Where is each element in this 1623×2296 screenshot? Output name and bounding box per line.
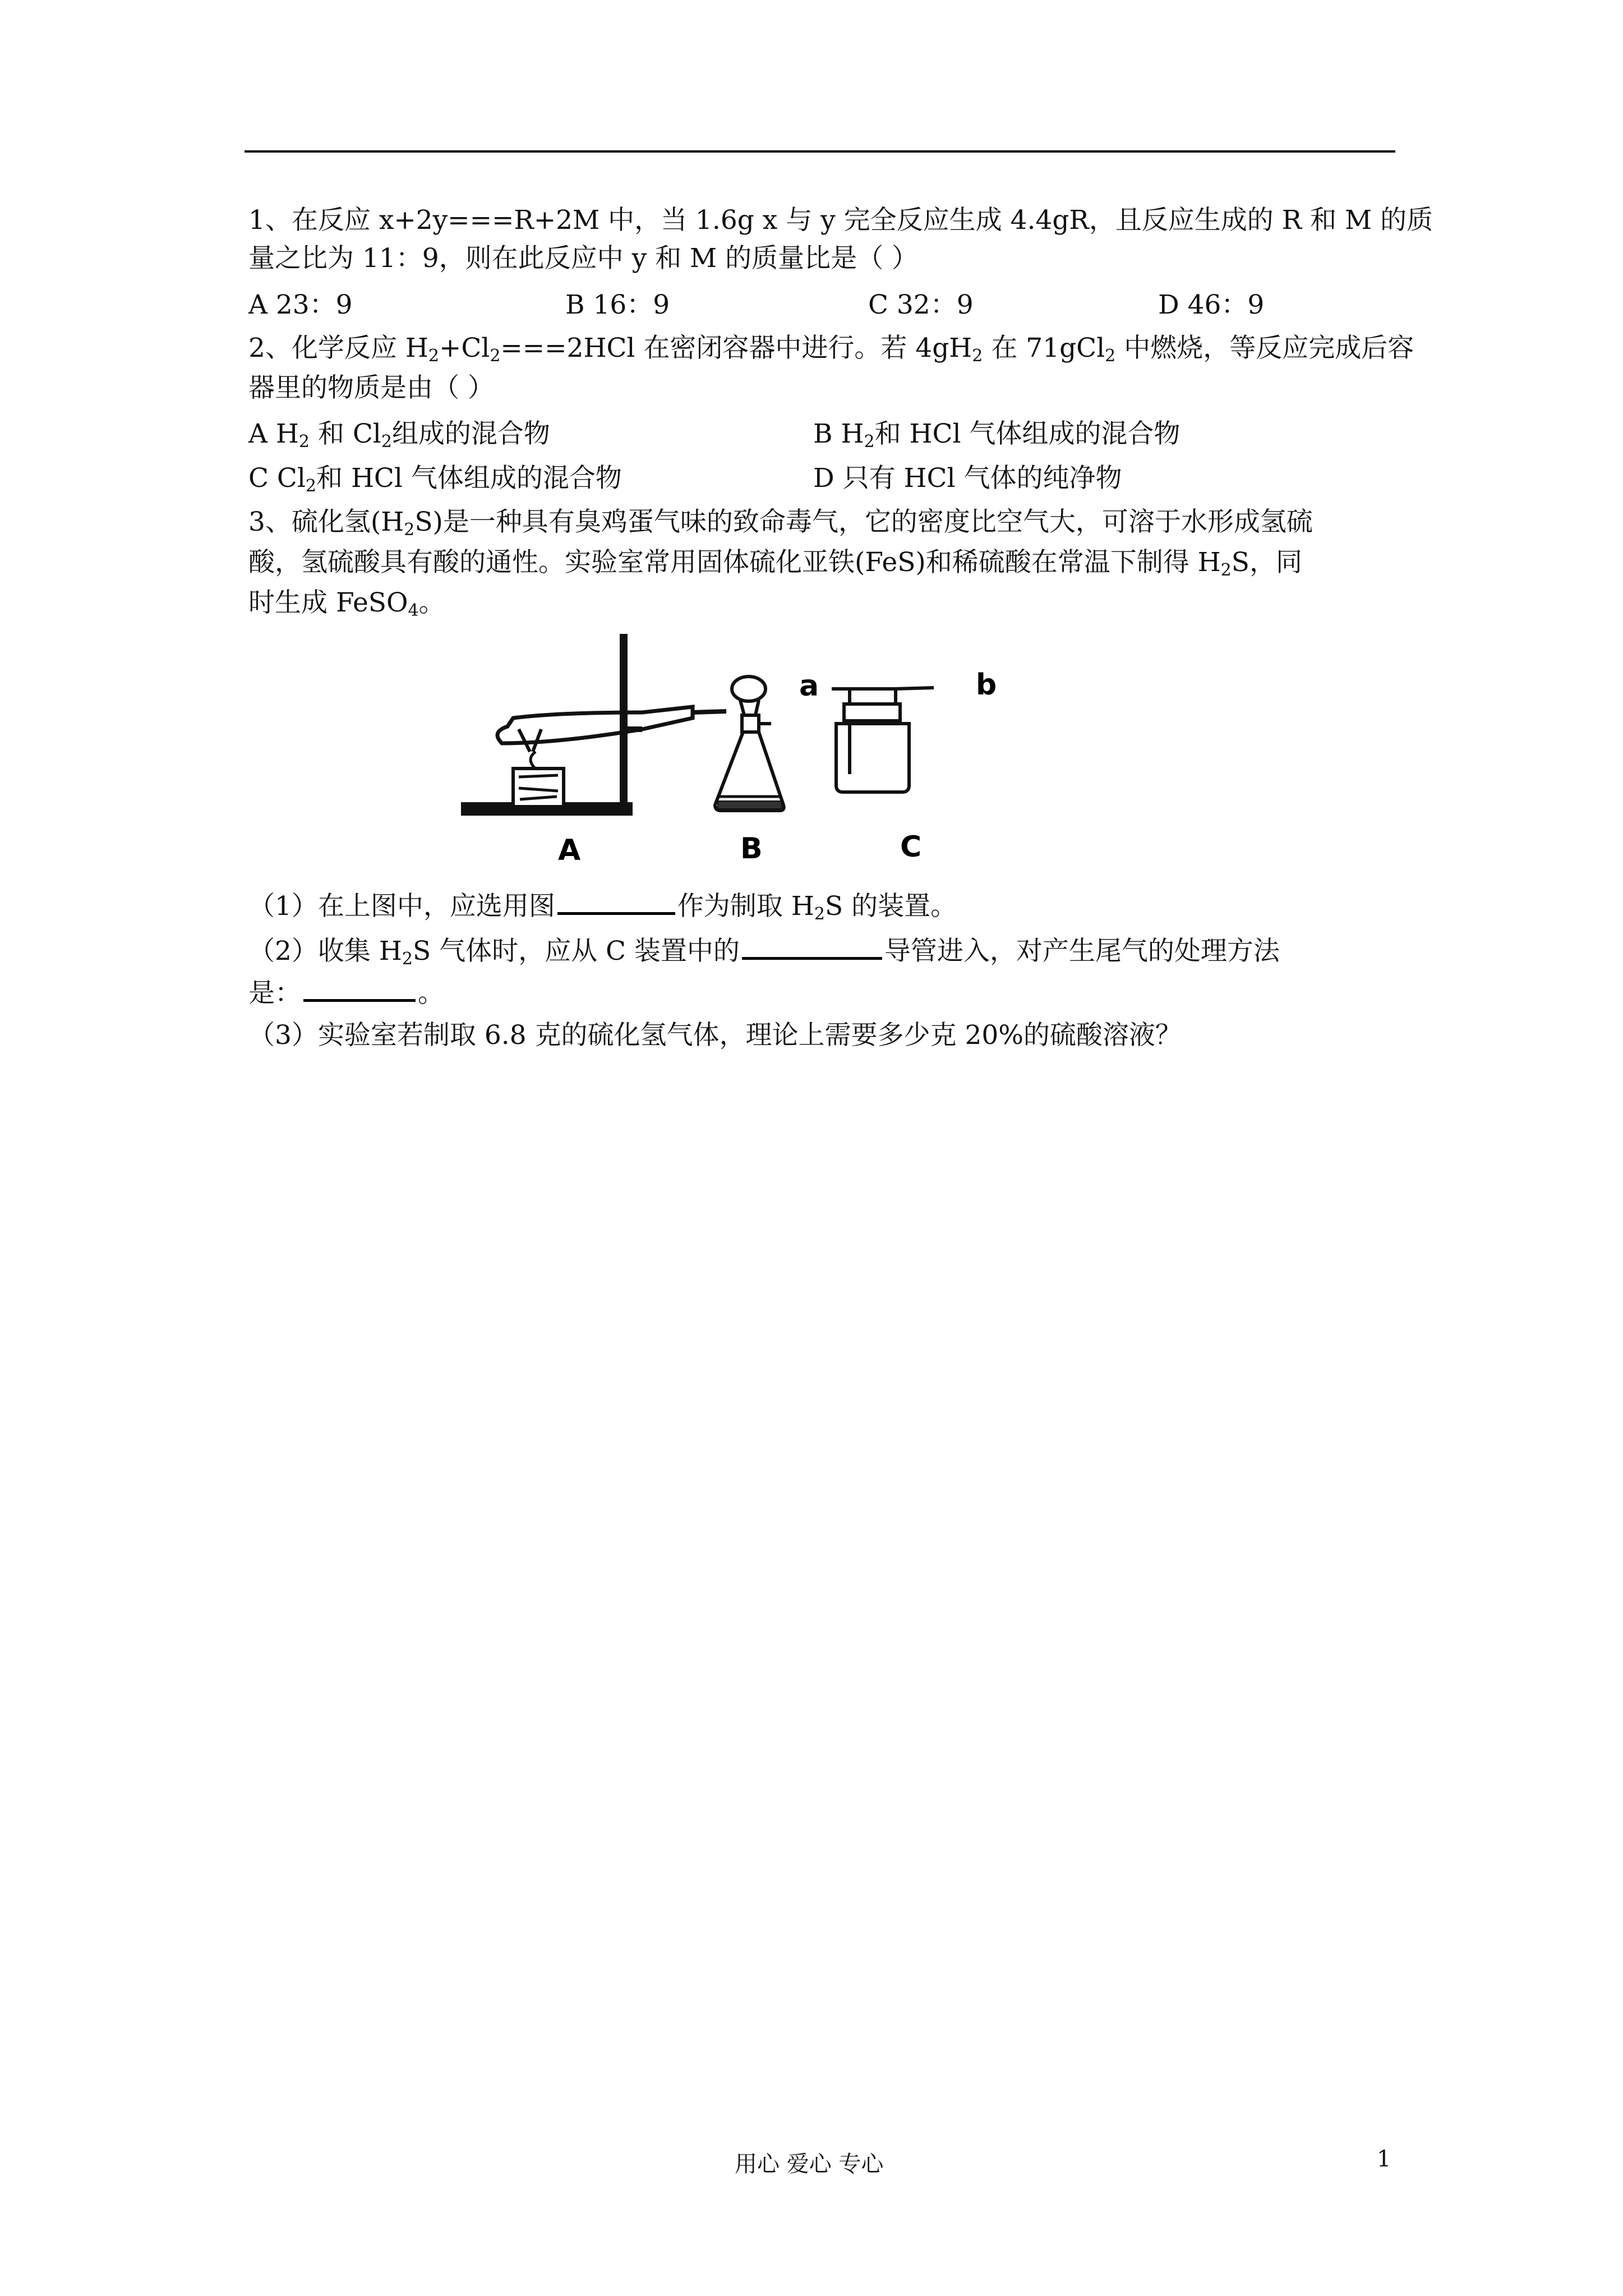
q1-option-c: C 32：9 <box>868 289 974 320</box>
label-a: A <box>558 834 581 867</box>
label-b: B <box>740 832 763 866</box>
q3-line1: 3、硫化氢$(H_2S)$是一种具有臭鸡蛋气味的致命毒气，它的密度比空气大，可溶于水形成氢硫 <box>248 507 1313 540</box>
footer-motto: 用心 爱心 专心 <box>735 2151 884 2177</box>
q3-line3: 时生成 FeSO$_4$。 <box>248 587 445 620</box>
q1-option-d: D 46：9 <box>1158 289 1265 320</box>
apparatus-figure <box>457 634 1007 869</box>
apparatus-a <box>463 634 726 814</box>
q3-part2: （2）收集 $H_2S$ 气体时，应从 C 装置中的 导管进入，对产生尾气的处理方法 <box>248 931 1280 969</box>
answer-blank-2[interactable] <box>742 931 882 960</box>
q3-part1: （1）在上图中，应选用图 作为制取 $H_2S$ 的装置。 <box>248 886 957 924</box>
q3-part2-line2: 是： 。 <box>248 973 444 1011</box>
q3-line2: 酸，氢硫酸具有酸的通性。实验室常用固体硫化亚铁(FeS)和稀硫酸在常温下制得 $H_2S$，同 <box>248 547 1302 580</box>
q1-line2: 量之比为 11：9，则在此反应中 y 和 M 的质量比是（ ） <box>248 243 919 274</box>
apparatus-b <box>715 677 784 811</box>
label-a-lower: a <box>799 669 819 703</box>
label-c: C <box>900 830 922 864</box>
page-number: 1 <box>1377 2146 1391 2172</box>
label-b-lower: b <box>976 668 997 702</box>
apparatus-c <box>832 688 934 792</box>
q2-line1: 2、化学反应 $H_2+Cl_2===2HCl$ 在密闭容器中进行。若 $4gH_2$ 在 71gCl$_2$ 中燃烧，等反应完成后容 <box>248 333 1414 366</box>
q1-line1: 1、在反应 x+2y===R+2M 中，当 1.6g x 与 y 完全反应生成 4.4gR，且反应生成的 R 和 M 的质 <box>248 205 1433 236</box>
q2-option-b: B $H_2$和 HCl 气体组成的混合物 <box>813 418 1181 452</box>
q1-option-b: B 16：9 <box>565 289 670 320</box>
q2-option-c: C $Cl_2$和 HCl 气体组成的混合物 <box>248 463 622 496</box>
answer-blank-1[interactable] <box>557 886 675 915</box>
q2-line2: 器里的物质是由（ ） <box>248 372 494 403</box>
header-rule <box>245 150 1395 153</box>
q1-option-a: A 23：9 <box>248 289 353 320</box>
q2-option-a: A $H_2$ 和 $Cl_2$组成的混合物 <box>248 418 550 452</box>
q2-option-d: D 只有 HCl 气体的纯净物 <box>813 463 1122 494</box>
answer-blank-3[interactable] <box>303 973 416 1002</box>
q3-part3: （3）实验室若制取 6.8 克的硫化氢气体，理论上需要多少克 20%的硫酸溶液？ <box>248 1020 1182 1051</box>
